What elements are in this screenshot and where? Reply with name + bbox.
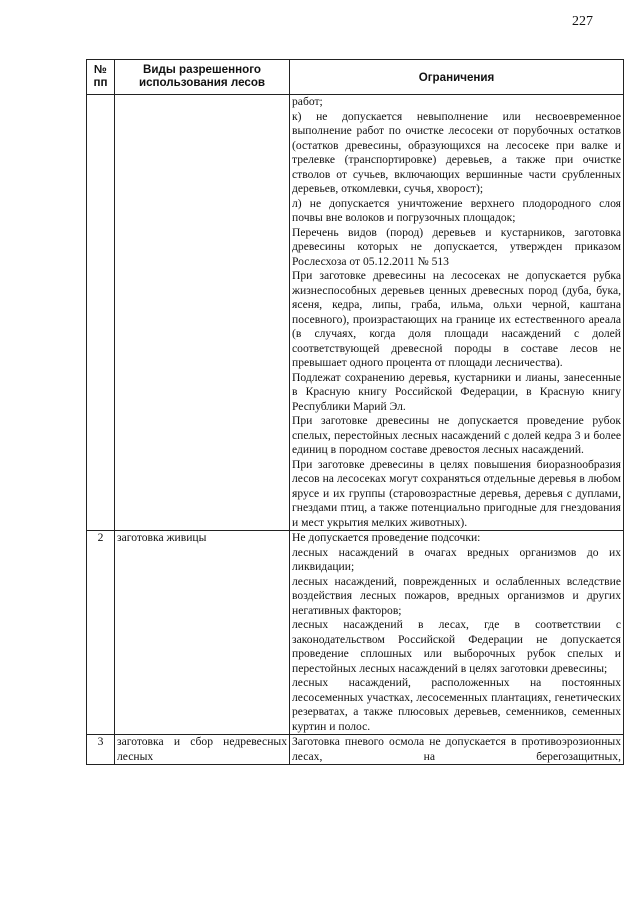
row-restrictions bbox=[290, 95, 624, 531]
restriction-paragraph: При заготовке древесины в целях повышения биоразнообразия лесов на лесосеках могут сохраняться отдельные деревья в любом ярусе и их группы (старовозрастные деревья, деревья с дуплами, гнездами птиц, а также потенциально пригодные для гнездования и мест укрытия мелких животных). bbox=[292, 457, 621, 529]
row-type bbox=[115, 95, 290, 531]
header-types: Виды разрешенного использования лесов bbox=[115, 60, 290, 95]
restriction-paragraph: работ; bbox=[292, 95, 323, 108]
restriction-paragraph: Не допускается проведение подсочки: bbox=[292, 531, 481, 544]
restriction-paragraph: к) не допускается невыполнение или несвоевременное выполнение работ по очистке лесосеки от порубочных остатков (остатков древесины, образующихся на лесосеке при валке и трелевке (транспортировке) деревьев, а также при очистке стволов от сучьев, включающих вершинные части срубленных деревьев, откомлевки, сучья, хворост); bbox=[292, 109, 621, 195]
header-number: № пп bbox=[87, 60, 115, 95]
restriction-paragraph: При заготовке древесины на лесосеках не допускается рубка жизнеспособных деревьев ценных древесных пород (дуба, бука, ясеня, кедра, липы, граба, ильма, ольхи черной, каштана посевного), произрастающих на границе их естественного ареала (в случаях, когда доля площади насаждений с долей соответствующей древесной породы в составе лесов не превышает одного процента от площади лесничества). bbox=[292, 269, 621, 369]
row-type: заготовка и сбор недревесных лесных bbox=[115, 735, 290, 765]
table-row bbox=[87, 95, 624, 531]
restriction-paragraph: лесных насаждений в очагах вредных организмов до их ликвидации; bbox=[292, 545, 621, 573]
table-row bbox=[87, 735, 624, 765]
table-header-row bbox=[87, 60, 624, 95]
header-restrictions-label: Ограничения bbox=[418, 71, 495, 85]
row-restrictions bbox=[290, 531, 624, 735]
row-number: 2 bbox=[87, 531, 115, 735]
row-number: 3 bbox=[87, 735, 115, 765]
table-row bbox=[87, 531, 624, 735]
restriction-paragraph: лесных насаждений, расположенных на постоянных лесосеменных участках, лесосеменных плантациях, генетических резерватах, а также плюсовых деревьев, семенников, семенных куртин и полос. bbox=[292, 676, 621, 733]
restriction-paragraph: Подлежат сохранению деревья, кустарники и лианы, занесенные в Красную книгу Российской Федерации, в Красную книгу Республики Марий Эл. bbox=[292, 370, 621, 413]
page-number: 227 bbox=[572, 14, 593, 29]
restriction-paragraph: л) не допускается уничтожение верхнего плодородного слоя почвы вне волоков и погрузочных площадок; bbox=[292, 196, 621, 224]
restriction-paragraph: лесных насаждений в лесах, где в соответствии с законодательством Российской Федерации не допускается проведение сплошных или выборочных рубок спелых и перестойных лесных насаждений в целях заготовки древесины; bbox=[292, 618, 621, 675]
restriction-paragraph: При заготовке древесины не допускается проведение рубок спелых, перестойных лесных насаждений с долей кедра 3 и более единиц в породном составе древостоя лесных насаждений. bbox=[292, 414, 621, 456]
restrictions-table bbox=[86, 59, 624, 765]
row-type: заготовка живицы bbox=[115, 531, 290, 735]
row-restrictions bbox=[290, 735, 624, 765]
restriction-paragraph: лесных насаждений, поврежденных и ослабленных вследствие воздействия лесных пожаров, вредных организмов и других негативных факторов; bbox=[292, 574, 621, 617]
restriction-paragraph: Перечень видов (пород) деревьев и кустарников, заготовка древесины которых не допускается, утвержден приказом Рослесхоза от 05.12.2011 № 513 bbox=[292, 225, 621, 268]
restriction-paragraph: Заготовка пневого осмола не допускается в противоэрозионных лесах, на берегозащитных, bbox=[292, 735, 621, 763]
row-number bbox=[87, 95, 115, 531]
header-restrictions bbox=[290, 60, 624, 95]
